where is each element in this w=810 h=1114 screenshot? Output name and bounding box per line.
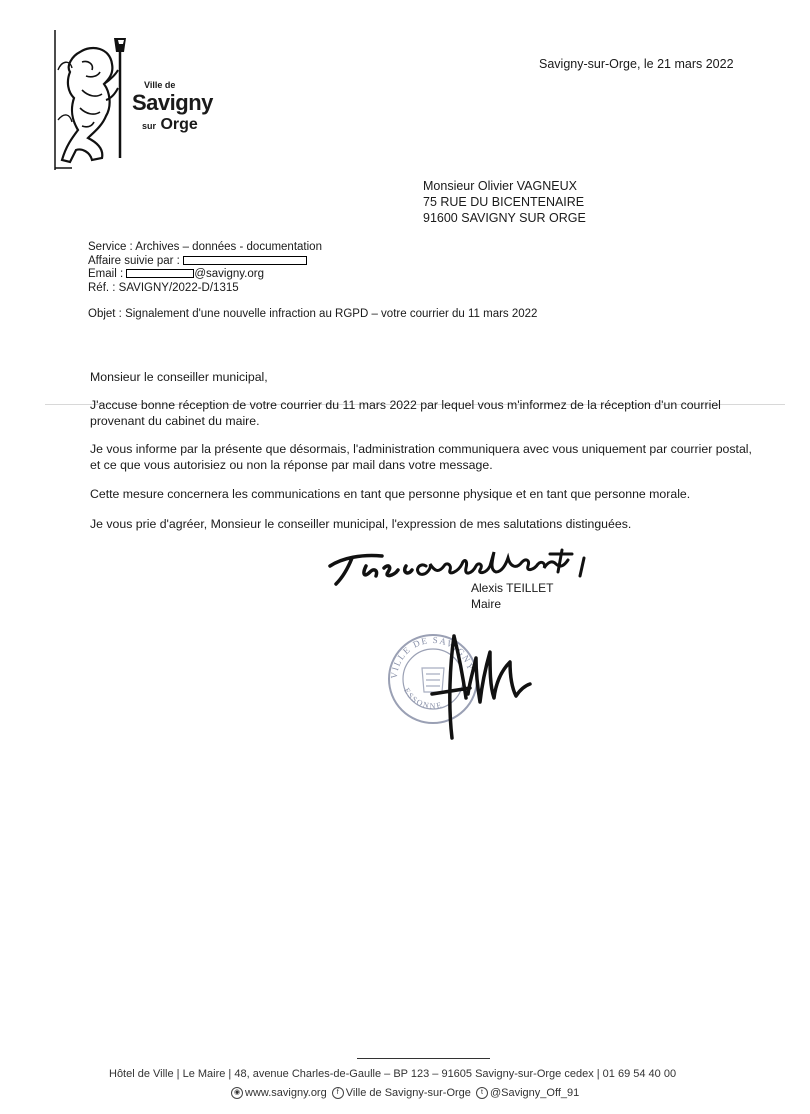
facebook-icon: f (332, 1087, 344, 1099)
recipient-city: 91600 SAVIGNY SUR ORGE (423, 211, 586, 225)
logo-line3 (142, 116, 198, 134)
svg-text:ESSONNE: ESSONNE (402, 686, 444, 711)
footer-address: Hôtel de Ville | Le Maire | 48, avenue Charles-de-Gaulle – BP 123 – 91605 Savigny-sur-Orge cedex | 01 69 54 40 00 (109, 1068, 677, 1080)
logo-line3-big: Orge (160, 116, 198, 133)
city-logo (52, 30, 212, 170)
signatory-name: Alexis TEILLET (471, 581, 554, 595)
signatory-title: Maire (471, 597, 502, 611)
meta-affaire-label: Affaire suivie par : (88, 254, 180, 267)
paragraph-3: Cette mesure concernera les communications en tant que personne physique et en tant que personne morale. (90, 487, 691, 501)
twitter-icon: t (476, 1087, 488, 1099)
letter-meta (88, 241, 322, 295)
footer-contacts (229, 1087, 579, 1099)
signatory (471, 580, 553, 612)
lion-emblem-icon (52, 30, 132, 170)
salutation: Monsieur le conseiller municipal, (90, 370, 268, 384)
recipient-name: Monsieur Olivier VAGNEUX (423, 179, 577, 193)
meta-email-label: Email : (88, 268, 124, 280)
globe-icon: ◉ (231, 1087, 243, 1099)
footer-website[interactable]: www.savigny.org (245, 1087, 327, 1099)
letter-subject: Objet : Signalement d'une nouvelle infraction au RGPD – votre courrier du 11 mars 2022 (88, 308, 538, 320)
recipient-address (423, 178, 586, 226)
footer-facebook[interactable]: Ville de Savigny-sur-Orge (345, 1087, 471, 1099)
redacted-email-box (126, 269, 194, 278)
meta-email-domain: @savigny.org (194, 268, 264, 280)
redacted-name-box (183, 256, 307, 265)
paragraph-2: Je vous informe par la présente que désormais, l'administration communiquera avec vous uniquement par courrier postal, et ce que vous autorisiez ou non la réponse par mail dans votre message. (90, 442, 752, 472)
letter-date: Savigny-sur-Orge, le 21 mars 2022 (539, 57, 734, 71)
handwritten-closing-icon (322, 536, 612, 588)
signature-icon (420, 624, 540, 744)
meta-ref: Réf. : SAVIGNY/2022-D/1315 (88, 281, 239, 294)
paragraph-1: J'accuse bonne réception de votre courrier du 11 mars 2022 par lequel vous m'informez de la réception d'un courriel provenant du cabinet du maire. (90, 398, 721, 428)
footer-twitter[interactable]: @Savigny_Off_91 (489, 1087, 580, 1099)
meta-affaire (88, 255, 322, 269)
logo-line1: Ville de (144, 80, 176, 90)
logo-line2: Savigny (132, 90, 213, 115)
meta-service: Service : Archives – données - documentation (88, 241, 322, 253)
paragraph-4: Je vous prie d'agréer, Monsieur le conseiller municipal, l'expression de mes salutations distinguées. (90, 517, 632, 531)
meta-email (88, 268, 322, 282)
logo-line3-small: sur (142, 121, 157, 131)
recipient-street: 75 RUE DU BICENTENAIRE (423, 195, 585, 209)
footer-divider (357, 1058, 490, 1059)
svg-text:VILLE DE SAVIGNY: VILLE DE SAVIGNY (388, 634, 477, 680)
